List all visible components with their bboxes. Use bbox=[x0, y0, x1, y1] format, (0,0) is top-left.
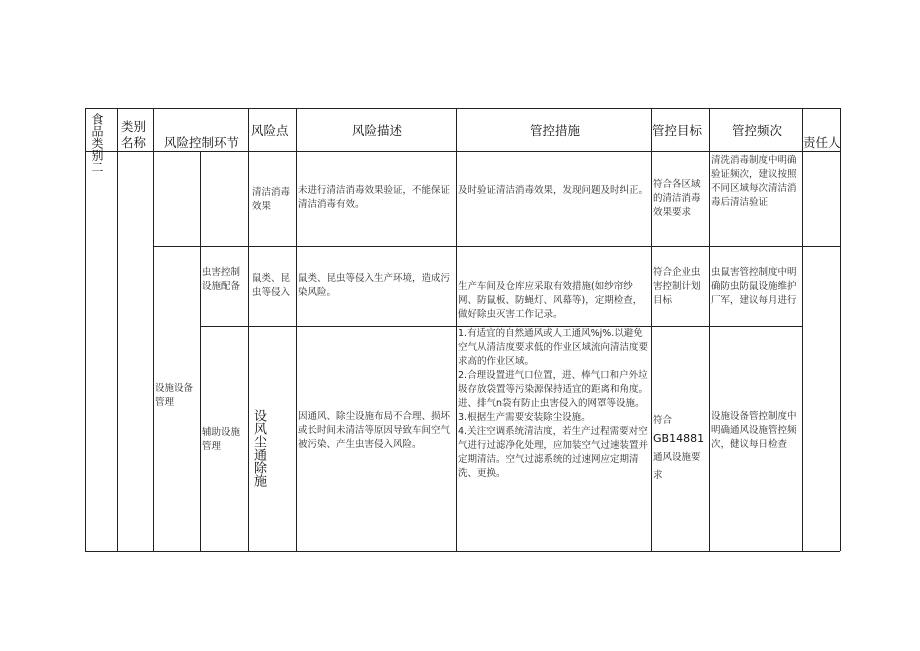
row3-desc: 因通风、除尘设施布局不合理、损坏或长时间未清洁等原因导致车间空气被污染、产生虫害侵入风险。 bbox=[298, 411, 451, 450]
header-process: 风险控制环节 bbox=[164, 135, 240, 150]
col-border-2 bbox=[153, 108, 154, 551]
col-border-0 bbox=[85, 108, 86, 551]
col-border-1 bbox=[117, 108, 118, 551]
header-freq: 管控频次 bbox=[732, 123, 783, 138]
row1-measures: 及时验证清洁消毒效果，发现问题及时纠正。 bbox=[458, 185, 649, 196]
header-category bbox=[91, 113, 103, 173]
table-bottom-border bbox=[85, 551, 840, 552]
header-owner: 责任人 bbox=[803, 135, 841, 150]
header-name-text: 类别名称 bbox=[121, 119, 147, 150]
col-border-10 bbox=[840, 108, 841, 551]
header-bottom-border bbox=[85, 151, 840, 152]
header-category-text: 食品类别 bbox=[90, 113, 104, 161]
row1-bottom-border bbox=[153, 246, 840, 247]
row3-measure-2: 2.合理设置进气口位置，进、棒气口和户外垃圾存放袋置等污染源保持适宜的距离和角度。进、排气n袋有防止虫害侵入的网罩等设施。 bbox=[458, 370, 649, 409]
row1-freq: 清洗消毒制度中明确验证频次，建议按照不同区域每次清洁消毒后清洁验证 bbox=[711, 155, 797, 208]
row1-desc: 未进行清洁消毒效果验证，不能保证清洁消毒有效。 bbox=[298, 185, 451, 210]
pest-control-label: 虫害控制设施配备 bbox=[202, 267, 241, 292]
row3-freq: 设施设备管控制度中明确通风设施管控频次，健议每日检查 bbox=[711, 411, 797, 450]
col-border-9 bbox=[802, 108, 803, 551]
row1-goal: 符合各区域的清洁消毒效果要求 bbox=[653, 179, 701, 218]
col-border-4 bbox=[248, 108, 249, 551]
row3-goal bbox=[653, 412, 709, 485]
row3-measure-4: 4.关注空调系统清洁度，若生产过程需要对空气进行过滤净化处理，应加装空气过速装置并定期清洁。空气过滤系统的过速网应定期清洗、更换。 bbox=[458, 426, 649, 479]
table-top-border bbox=[85, 108, 840, 109]
header-goal: 管控目标 bbox=[652, 123, 703, 138]
row3-measure-1: 1.有适宜的自然通风或人工通风%j%.以避免空气从清洁度要求低的作业区域流向清洁度要求高的作业区域。 bbox=[458, 328, 649, 367]
row2-freq: 虫鼠害管控制度中明确防虫防鼠设施维护厂军，建议每月进行 bbox=[711, 267, 797, 306]
header-category-suffix: 二 bbox=[90, 161, 104, 173]
row3-goal-suffix: 通风设施要求 bbox=[653, 452, 701, 481]
header-name bbox=[121, 119, 151, 151]
row3-measures-list bbox=[458, 327, 650, 481]
row3-point: 设风尘通除施 bbox=[251, 409, 266, 487]
col-border-5 bbox=[296, 108, 297, 551]
row3-goal-prefix: 符合 bbox=[653, 415, 673, 426]
facility-mgmt-label: 设施设备管理 bbox=[155, 383, 194, 408]
header-measures: 管控措施 bbox=[530, 123, 581, 138]
row2-goal: 符合企业虫害控制计划目标 bbox=[653, 267, 701, 306]
row3-goal-code: GB14881 bbox=[653, 432, 705, 445]
row2-measures: 生产车间及仓库应采取有效措施(如纱帘纱网、防鼠板、防蝇灯、风幕等)，定期检查，做好除虫灭害工作记录。 bbox=[458, 281, 643, 320]
aux-facility-label: 辅助设施管理 bbox=[202, 427, 241, 452]
row2-desc: 鼠类、昆虫等侵入生产环境，造成污染风险。 bbox=[298, 273, 451, 298]
header-point: 风险点 bbox=[251, 123, 289, 138]
col-border-6 bbox=[456, 108, 457, 551]
col-border-8 bbox=[709, 108, 710, 551]
col-border-3 bbox=[200, 151, 201, 551]
header-desc: 风险描述 bbox=[352, 123, 403, 138]
row1-point: 清洁消毒效果 bbox=[252, 187, 291, 212]
row2-point: 鼠类、昆虫等侵入 bbox=[252, 273, 291, 298]
row3-measure-3: 3.根据生产需要安装除尘设施。 bbox=[458, 412, 591, 423]
col-border-7 bbox=[651, 108, 652, 551]
